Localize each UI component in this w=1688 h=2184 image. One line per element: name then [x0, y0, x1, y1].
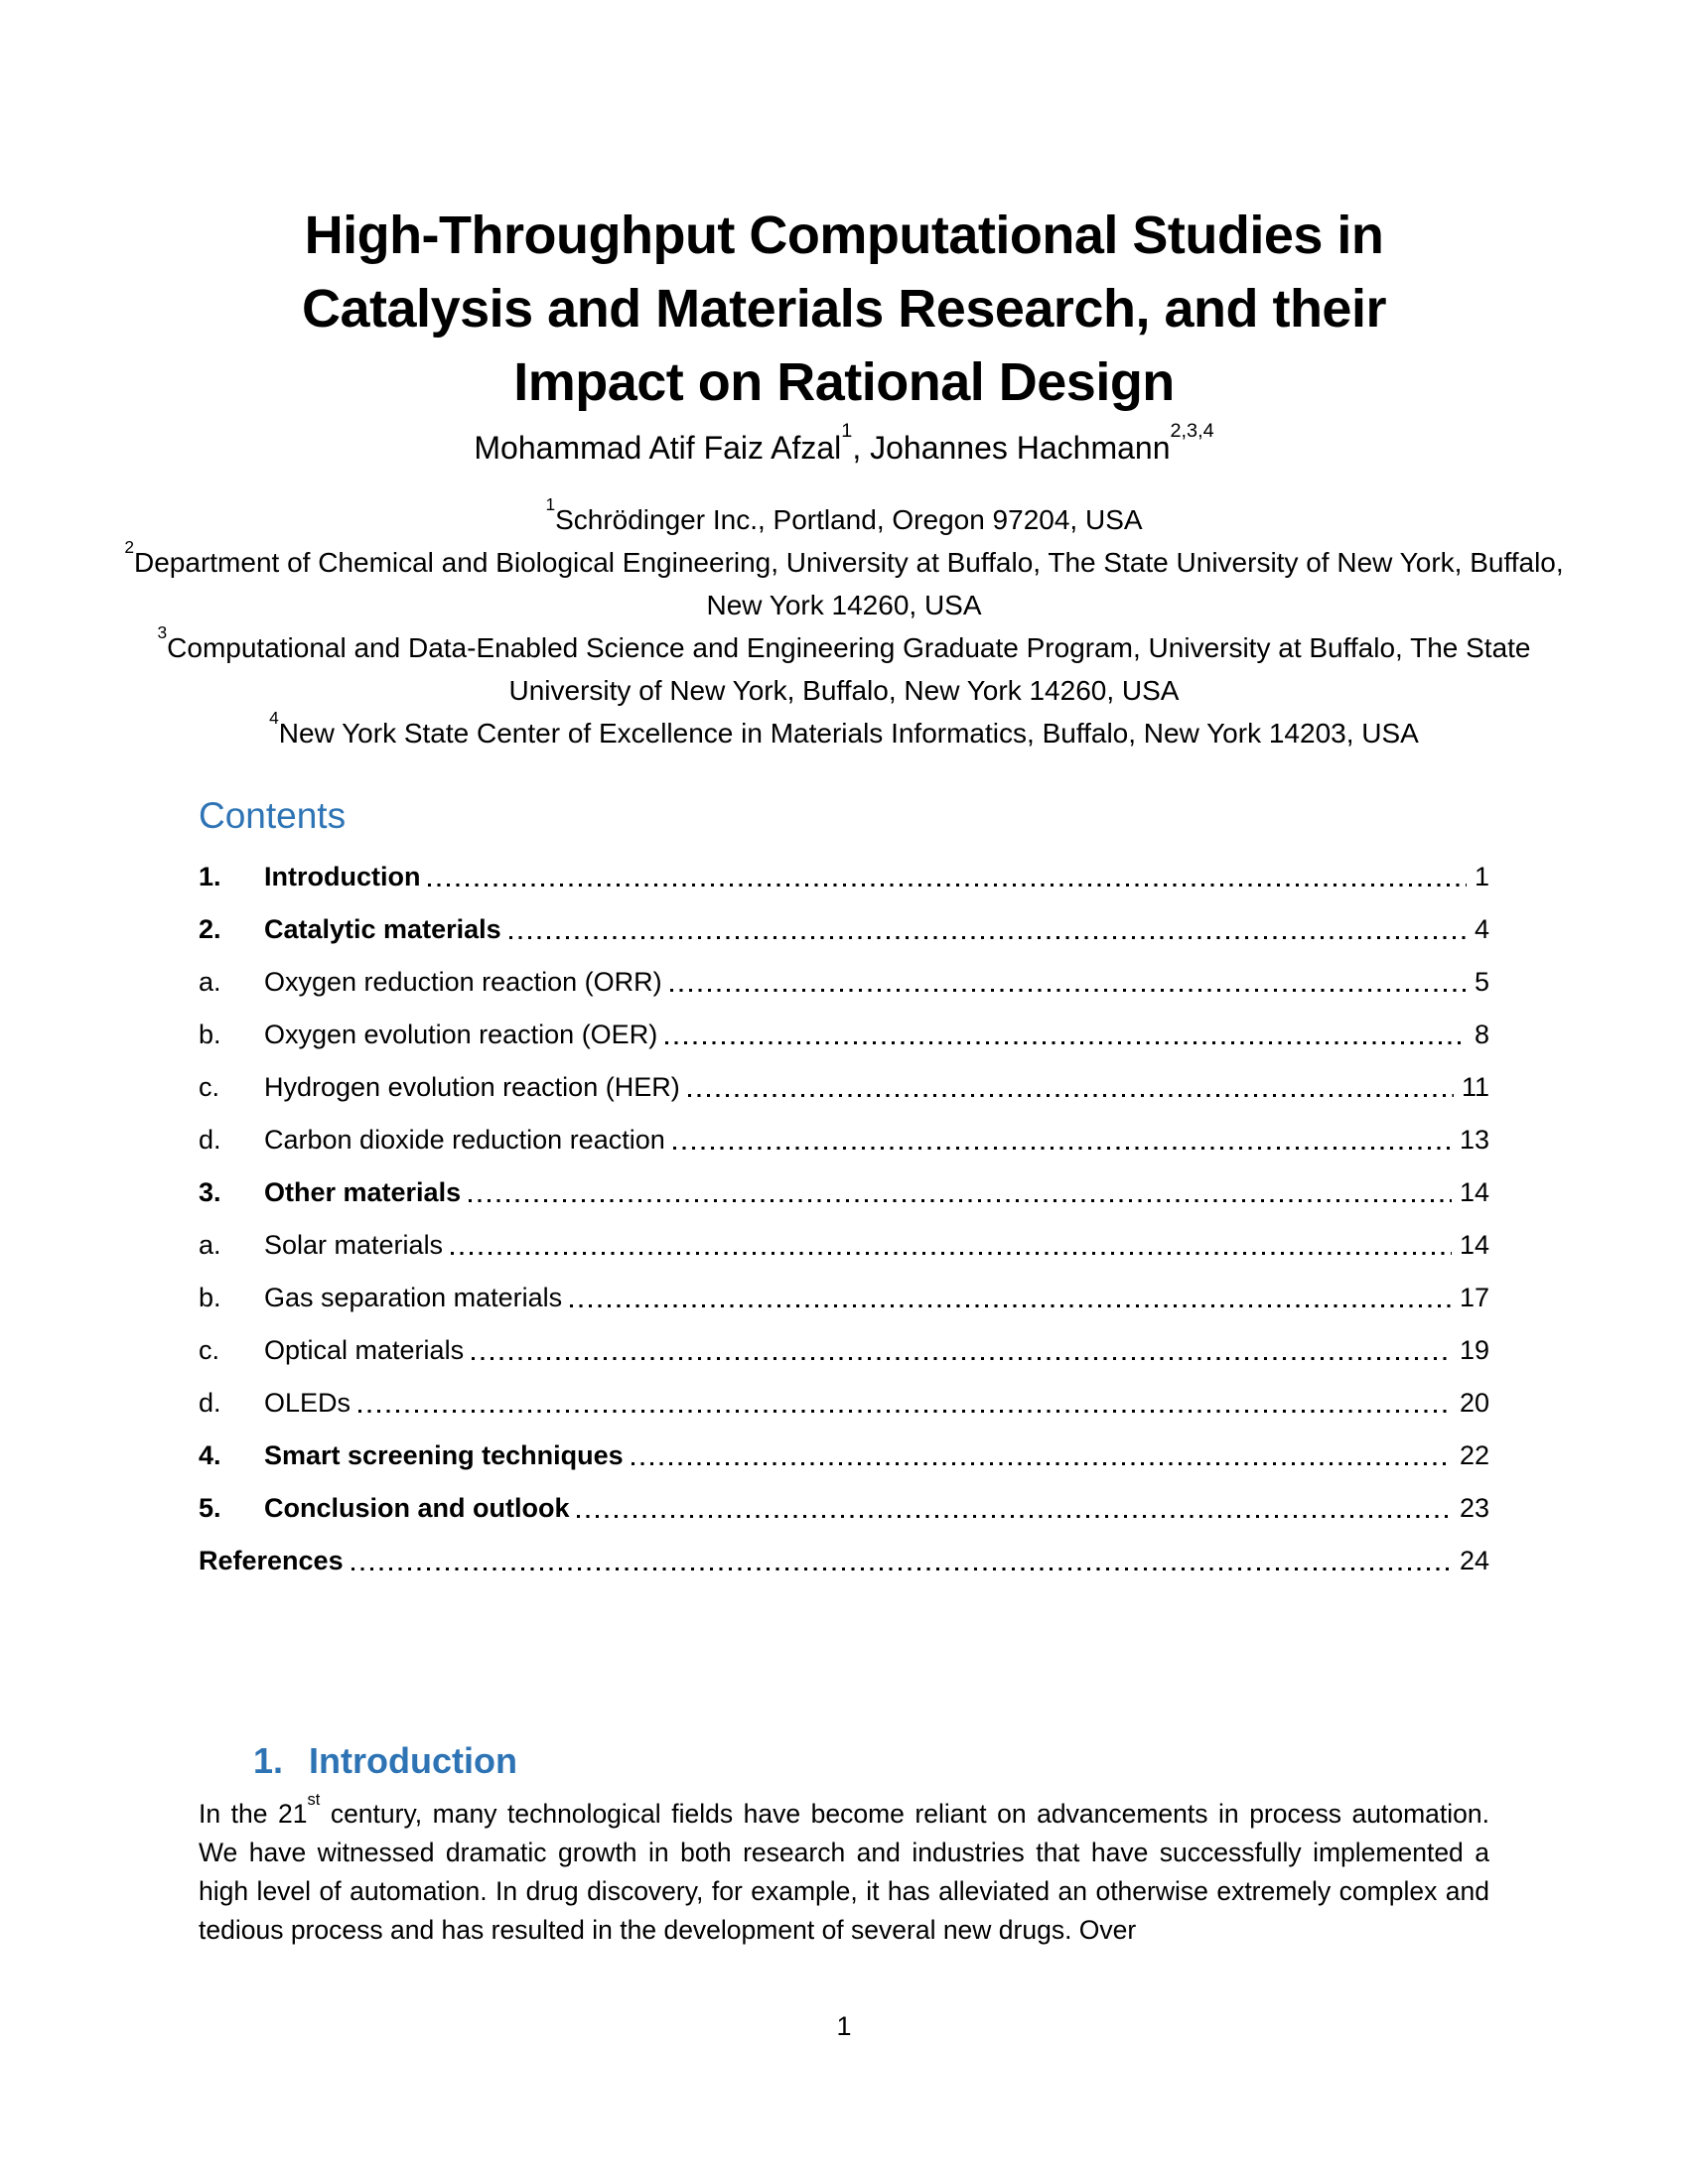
- toc-entry[interactable]: [199, 1119, 1489, 1171]
- toc-entry-number: 5.: [199, 1493, 221, 1523]
- toc-entry-page: 23: [1459, 1493, 1489, 1523]
- affiliation-superscript: 2: [124, 537, 134, 557]
- toc-entry[interactable]: [199, 908, 1489, 961]
- toc-entry-number: 4.: [199, 1440, 221, 1470]
- author-affiliation-superscript: 1: [841, 420, 853, 443]
- intro-paragraph-text: In the 21: [199, 1799, 308, 1829]
- toc-entry-number: 2.: [199, 914, 221, 944]
- toc-entry-page: 4: [1474, 914, 1489, 944]
- toc-entry-number: c.: [199, 1072, 220, 1102]
- toc-entry-label: Catalytic materials: [264, 914, 501, 944]
- toc-entry[interactable]: [199, 1329, 1489, 1382]
- document-title-line: Impact on Rational Design: [513, 352, 1175, 412]
- affiliation-text: Computational and Data-Enabled Science and Engineering Graduate Program, University at Buffalo, The State University of New York, Buffalo, New York 14260, USA: [167, 632, 1531, 706]
- toc-leader-dots: [570, 1304, 1452, 1307]
- toc-entry-page: 22: [1459, 1440, 1489, 1470]
- toc-entry-number: a.: [199, 1230, 221, 1260]
- section-number: 1.: [253, 1740, 284, 1781]
- affiliation-line: [119, 537, 1569, 626]
- toc-entry[interactable]: [199, 1014, 1489, 1066]
- toc-entry[interactable]: [199, 1540, 1489, 1592]
- toc-entry-page: 24: [1459, 1546, 1489, 1575]
- toc-entry-page: 17: [1459, 1283, 1489, 1312]
- toc-leader-dots: [673, 1147, 1452, 1150]
- affiliation-superscript: 4: [269, 708, 279, 728]
- author-name: Johannes Hachmann: [870, 430, 1171, 466]
- toc-entry-label: Gas separation materials: [264, 1283, 563, 1312]
- toc-entry-number: 3.: [199, 1177, 221, 1207]
- document-title-line: Catalysis and Materials Research, and their: [302, 279, 1386, 339]
- toc-entry-label: Carbon dioxide reduction reaction: [264, 1125, 665, 1155]
- toc-entry[interactable]: [199, 1277, 1489, 1329]
- affiliation-line: [119, 708, 1569, 754]
- toc-entry-page: 11: [1461, 1072, 1489, 1102]
- affiliation-text: Schrödinger Inc., Portland, Oregon 97204, USA: [555, 504, 1143, 535]
- toc-leader-dots: [509, 936, 1467, 939]
- toc-entry-label: Solar materials: [264, 1230, 444, 1260]
- toc-entry-label: References: [199, 1546, 344, 1575]
- toc-entry[interactable]: [199, 1171, 1489, 1224]
- toc-entry-page: 1: [1474, 862, 1489, 891]
- toc-leader-dots: [469, 1199, 1452, 1202]
- toc-entry-page: 13: [1459, 1125, 1489, 1155]
- toc-entry-page: 14: [1459, 1177, 1489, 1207]
- toc-entry-label: Hydrogen evolution reaction (HER): [264, 1072, 680, 1102]
- toc-entry-page: 19: [1459, 1335, 1489, 1365]
- toc-entry[interactable]: [199, 1224, 1489, 1277]
- affiliation-line: [119, 494, 1569, 541]
- toc-entry[interactable]: [199, 961, 1489, 1014]
- page-number: 1: [836, 2011, 852, 2041]
- affiliation-text: New York State Center of Excellence in Materials Informatics, Buffalo, New York 14203, USA: [278, 718, 1419, 749]
- toc-leader-dots: [352, 1568, 1452, 1570]
- toc-entry-label: Introduction: [264, 862, 421, 891]
- toc-leader-dots: [472, 1357, 1452, 1360]
- toc-entry-page: 5: [1474, 967, 1489, 997]
- affiliation-text: Department of Chemical and Biological Engineering, University at Buffalo, The State University of New York, Buffalo, New York 14260, USA: [134, 547, 1564, 620]
- toc-entry-number: b.: [199, 1020, 221, 1049]
- author-name: Mohammad Atif Faiz Afzal: [474, 430, 842, 466]
- toc-entry-page: 8: [1474, 1020, 1489, 1049]
- toc-leader-dots: [632, 1462, 1452, 1465]
- document-title: [199, 199, 1489, 419]
- toc-entry[interactable]: [199, 1382, 1489, 1434]
- toc-entry-label: OLEDs: [264, 1388, 352, 1418]
- toc-leader-dots: [670, 989, 1467, 992]
- toc-entry[interactable]: [199, 1434, 1489, 1487]
- toc-entry-number: c.: [199, 1335, 220, 1365]
- intro-paragraph-text: century, many technological fields have become reliant on advancements in process automation. We have witnessed dramatic growth in both research and industries that have successfully implemented a high level of automation. In drug discovery, for example, it has alleviated an otherwise extremely complex and tedious process and has resulted in the development of several new drugs. Over: [199, 1799, 1489, 1945]
- affiliation-superscript: 1: [545, 494, 556, 514]
- affiliations-block: [119, 494, 1569, 754]
- table-of-contents: [199, 856, 1489, 1592]
- section-heading-introduction: [253, 1739, 1489, 1783]
- contents-heading: Contents: [199, 795, 347, 836]
- toc-entry-label: Oxygen reduction reaction (ORR): [264, 967, 662, 997]
- intro-paragraph: [199, 1790, 1489, 1950]
- author-line: [199, 420, 1489, 469]
- toc-entry-number: a.: [199, 967, 221, 997]
- toc-entry[interactable]: [199, 1487, 1489, 1540]
- toc-entry-page: 20: [1459, 1388, 1489, 1418]
- toc-entry-number: b.: [199, 1283, 221, 1312]
- toc-entry-label: Conclusion and outlook: [264, 1493, 570, 1523]
- toc-leader-dots: [577, 1515, 1451, 1518]
- toc-leader-dots: [358, 1410, 1452, 1413]
- document-title-line: High-Throughput Computational Studies in: [304, 205, 1384, 265]
- section-title: Introduction: [309, 1740, 517, 1781]
- toc-leader-dots: [665, 1041, 1467, 1044]
- author-affiliation-superscript: 2,3,4: [1170, 420, 1214, 443]
- toc-leader-dots: [451, 1252, 1452, 1255]
- toc-entry-page: 14: [1459, 1230, 1489, 1260]
- toc-entry-label: Smart screening techniques: [264, 1440, 624, 1470]
- toc-entry-label: Optical materials: [264, 1335, 465, 1365]
- author-separator: ,: [852, 430, 871, 466]
- toc-entry[interactable]: [199, 1066, 1489, 1119]
- toc-entry-number: d.: [199, 1388, 221, 1418]
- affiliation-line: [119, 622, 1569, 712]
- ordinal-superscript: st: [307, 1790, 321, 1809]
- toc-entry[interactable]: [199, 856, 1489, 908]
- toc-leader-dots: [688, 1094, 1454, 1097]
- toc-entry-label: Other materials: [264, 1177, 462, 1207]
- affiliation-superscript: 3: [157, 622, 168, 642]
- toc-entry-number: d.: [199, 1125, 221, 1155]
- toc-entry-number: 1.: [199, 862, 221, 891]
- toc-entry-label: Oxygen evolution reaction (OER): [264, 1020, 658, 1049]
- toc-leader-dots: [428, 884, 1467, 887]
